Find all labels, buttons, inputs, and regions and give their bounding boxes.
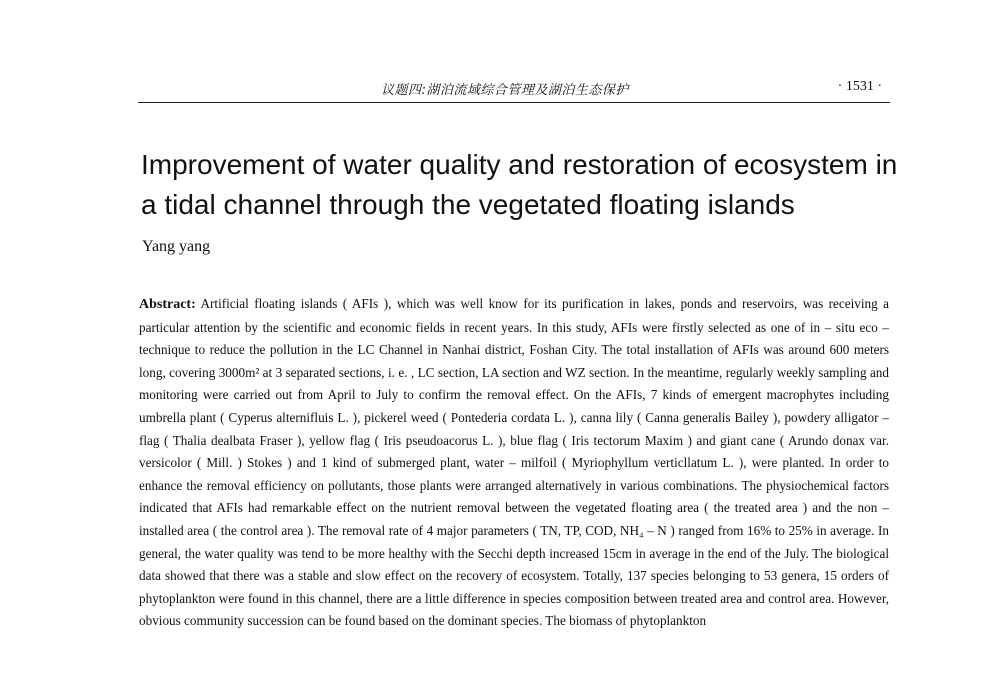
- abstract-body: Artificial floating islands ( AFIs ), which was well know for its purification in lakes, ponds and reservoirs, was receiving a particular attention by the scientific and economic fields in recent years. In this study, AFIs were firstly selected as one of in – situ eco – technique to reduce the pollution in the LC Channel in Nanhai district, Foshan City. The total installation of AFIs was around 600 meters long, covering 3000m² at 3 separated sections, i. e. , LC section, LA section and WZ section. In the meantime, regularly weekly sampling and monitoring were carried out from April to July to confirm the removal effect. On the AFIs, 7 kinds of emergent macrophytes including umbrella plant ( Cyperus alternifluis L. ), pickerel weed ( Pontederia cordata L. ), canna lily ( Canna generalis Bailey ), powdery alligator – flag ( Thalia dealbata Fraser ), yellow flag ( Iris pseudoacorus L. ), blue flag ( Iris tectorum Maxim ) and giant cane ( Arundo donax var. versicolor ( Mill. ) Stokes ) and 1 kind of submerged plant, water – milfoil ( Myriophyllum verticllatum L. ), were planted. In order to enhance the removal efficiency on pollutants, those plants were arranged alternatively in various combinations. The physiochemical factors indicated that AFIs had remarkable effect on the nutrient removal between the vegetated floating area ( the treated area ) and the non – installed area ( the control area ). The removal rate of 4 major parameters ( TN, TP, COD, NH₄ – N ) ranged from 16% to 25% in average. In general, the water quality was tend to be more healthy with the Secchi depth increased 15cm in average in the end of the July. The biological data showed that there was a stable and slow effect on the recovery of ecosystem. Totally, 137 species belonging to 53 genera, 15 orders of phytoplankton were found in this channel, there are a little difference in species composition between treated area and control area. However, obvious community succession can be found based on the dominant species. The biomass of phytoplankton: [139, 296, 889, 629]
- running-header: [138, 78, 890, 103]
- abstract: [139, 293, 889, 633]
- running-head-title: 议题四:湖泊流域综合管理及湖泊生态保护: [381, 83, 629, 98]
- page-number: · 1531 ·: [837, 79, 882, 94]
- paper-title: Improvement of water quality and restoration of ecosystem in a tidal channel through the vegetated floating islands: [141, 149, 898, 220]
- author-name: Yang yang: [142, 238, 211, 255]
- abstract-label: Abstract:: [139, 297, 196, 312]
